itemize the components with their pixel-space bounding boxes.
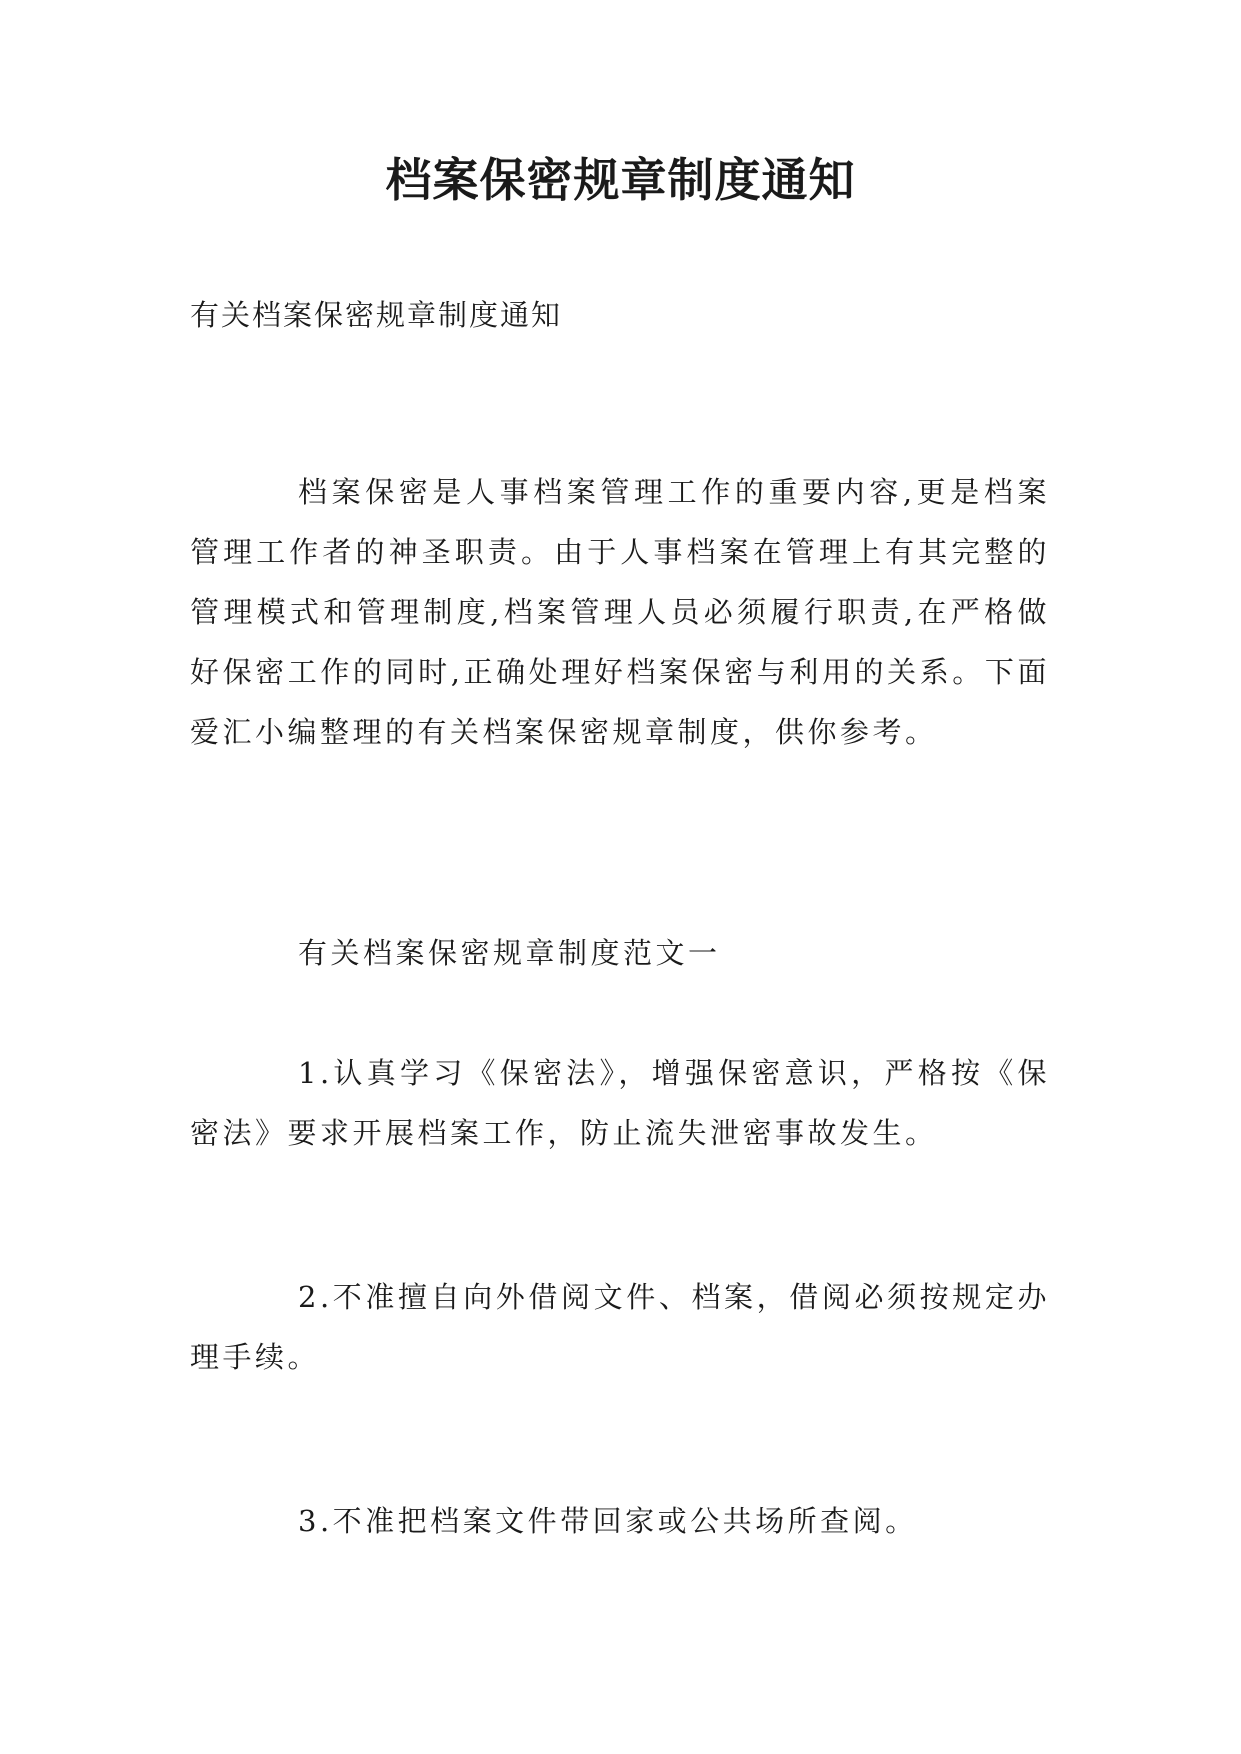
intro-paragraph: 档案保密是人事档案管理工作的重要内容,更是档案管理工作者的神圣职责。由于人事档案在管理上有其完整的管理模式和管理制度,档案管理人员必须履行职责,在严格做好保密工作的同时,正确处理好档案保密与利用的关系。下面爱汇小编整理的有关档案保密规章制度，供你参考。 <box>190 475 1050 749</box>
rule-item-2: 2.不准擅自向外借阅文件、档案，借阅必须按规定办理手续。 <box>190 1280 1050 1374</box>
document-title: 档案保密规章制度通知 <box>385 153 856 207</box>
rule-item-3: 3.不准把档案文件带回家或公共场所查阅。 <box>298 1504 918 1538</box>
rule-item-1: 1.认真学习《保密法》，增强保密意识，严格按《保密法》要求开展档案工作，防止流失泄密事故发生。 <box>190 1056 1050 1150</box>
document-subtitle: 有关档案保密规章制度通知 <box>190 298 563 332</box>
section-heading: 有关档案保密规章制度范文一 <box>298 936 721 970</box>
